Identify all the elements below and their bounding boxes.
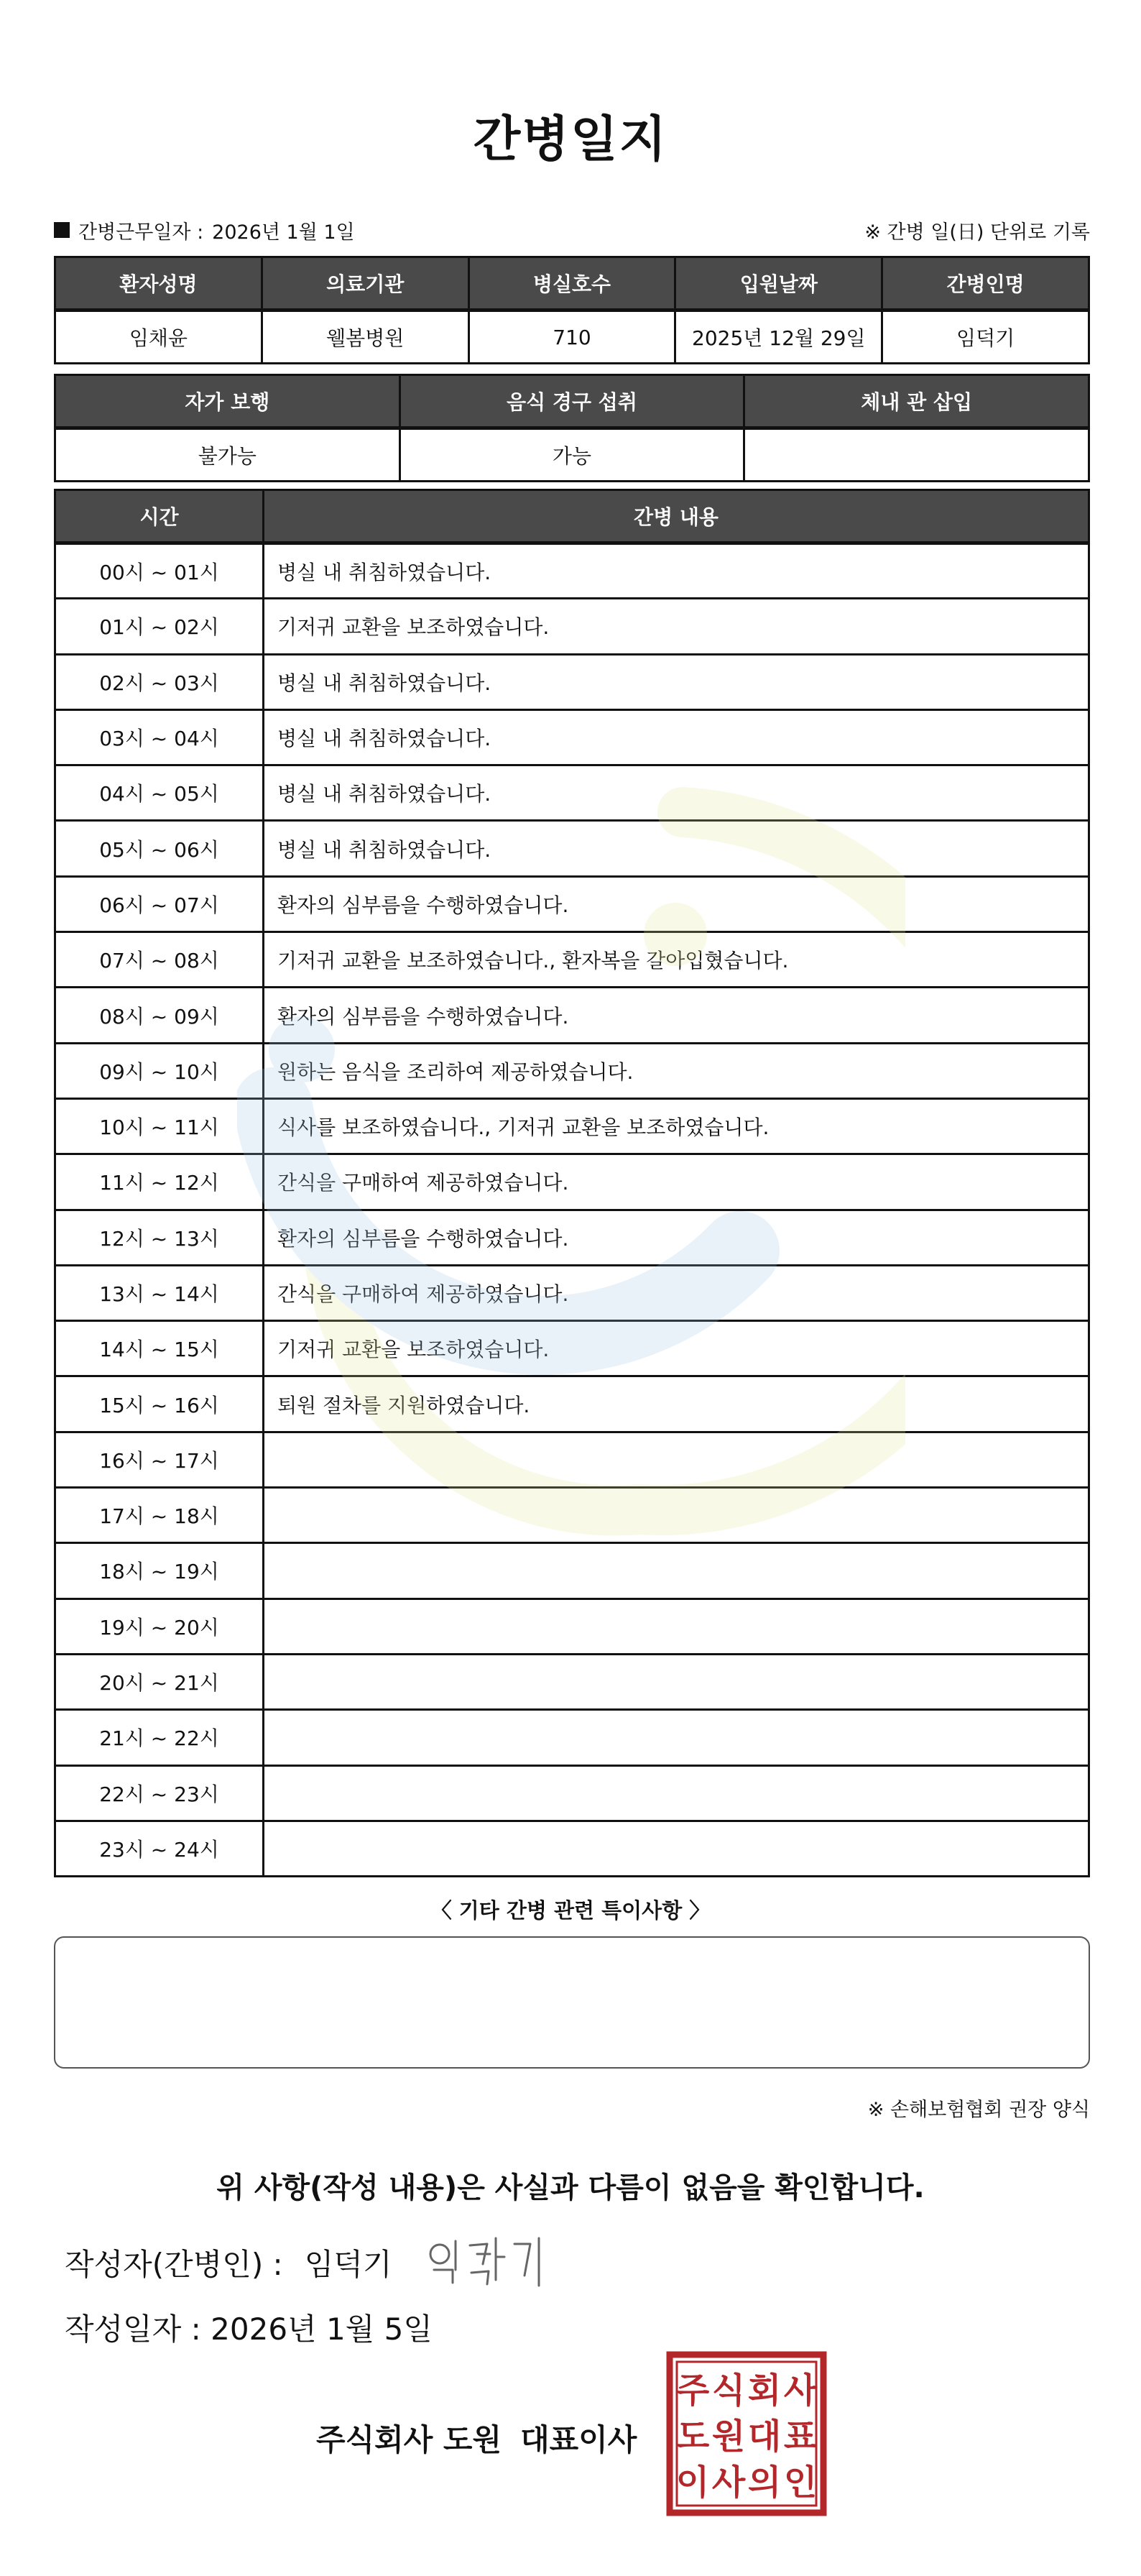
company-line <box>316 2416 637 2460</box>
care-content <box>264 1543 1089 1598</box>
work-date-label: 간병근무일자 : <box>78 221 204 244</box>
time-slot: 07시 ~ 08시 <box>55 932 264 988</box>
seal-character: 이 <box>675 2462 710 2503</box>
time-slot: 20시 ~ 21시 <box>55 1654 264 1709</box>
care-log-row <box>55 821 1089 876</box>
company-name: 주식회사 도원 <box>316 2422 502 2457</box>
seal-character: 대 <box>747 2416 782 2457</box>
care-content: 퇴원 절차를 지원하였습니다. <box>264 1376 1089 1432</box>
status-value-row <box>55 428 1089 482</box>
header-admission-date: 입원날짜 <box>675 257 882 310</box>
care-content <box>264 1598 1089 1654</box>
care-log-row <box>55 1210 1089 1265</box>
care-content: 기저귀 교환을 보조하였습니다. <box>264 599 1089 654</box>
header-room-number: 병실호수 <box>468 257 675 310</box>
care-content: 원하는 음식을 조리하여 제공하였습니다. <box>264 1043 1089 1098</box>
patient-status-table <box>54 374 1090 482</box>
meta-row <box>54 214 1090 246</box>
care-content: 간식을 구매하여 제공하였습니다. <box>264 1265 1089 1320</box>
care-log-row <box>55 1488 1089 1543</box>
form-note: ※ 손해보험협회 권장 양식 <box>867 2099 1090 2121</box>
header-oral-intake: 음식 경구 섭취 <box>399 375 744 428</box>
time-slot: 05시 ~ 06시 <box>55 821 264 876</box>
time-slot: 04시 ~ 05시 <box>55 765 264 821</box>
care-content <box>264 1432 1089 1487</box>
time-slot: 09시 ~ 10시 <box>55 1043 264 1098</box>
time-slot: 23시 ~ 24시 <box>55 1821 264 1876</box>
care-content <box>264 1488 1089 1543</box>
care-log-row <box>55 1321 1089 1376</box>
company-seal-stamp <box>665 2350 828 2517</box>
care-log-row <box>55 765 1089 821</box>
writer-label: 작성자(간병인) : <box>65 2247 283 2282</box>
patient-info-table <box>54 256 1090 364</box>
care-log-row <box>55 654 1089 709</box>
care-content: 병실 내 취침하였습니다. <box>264 654 1089 709</box>
care-content: 간식을 구매하여 제공하였습니다. <box>264 1154 1089 1210</box>
care-content: 병실 내 취침하였습니다. <box>264 821 1089 876</box>
unit-note: ※ 간병 일(日) 단위로 기록 <box>864 221 1090 244</box>
writer-name: 임덕기 <box>304 2247 392 2282</box>
time-slot: 12시 ~ 13시 <box>55 1210 264 1265</box>
confirmation-statement: 위 사항(작성 내용)은 사실과 다름이 없음을 확인합니다. <box>216 2171 925 2204</box>
time-slot: 03시 ~ 04시 <box>55 709 264 765</box>
time-slot: 13시 ~ 14시 <box>55 1265 264 1320</box>
care-log-row <box>55 932 1089 988</box>
care-content: 병실 내 취침하였습니다. <box>264 543 1089 599</box>
care-log-row <box>55 1765 1089 1821</box>
square-bullet-icon <box>54 222 70 238</box>
time-slot: 08시 ~ 09시 <box>55 988 264 1043</box>
written-date-label: 작성일자 : <box>65 2312 201 2347</box>
care-content: 기저귀 교환을 보조하였습니다. <box>264 1321 1089 1376</box>
header-care-content: 간병 내용 <box>264 490 1089 543</box>
header-hospital: 의료기관 <box>262 257 468 310</box>
care-log-body <box>55 543 1089 1877</box>
writer-line <box>65 2241 392 2284</box>
seal-character: 의 <box>747 2462 782 2503</box>
header-self-walking: 자가 보행 <box>55 375 400 428</box>
time-slot: 14시 ~ 15시 <box>55 1321 264 1376</box>
time-slot: 11시 ~ 12시 <box>55 1154 264 1210</box>
status-header-row <box>55 375 1089 428</box>
time-slot: 22시 ~ 23시 <box>55 1765 264 1821</box>
care-content: 기저귀 교환을 보조하였습니다., 환자복을 갈아입혔습니다. <box>264 932 1089 988</box>
care-log-row <box>55 1654 1089 1709</box>
seal-character: 사 <box>783 2370 818 2411</box>
care-log-row <box>55 1376 1089 1432</box>
care-content: 병실 내 취침하였습니다. <box>264 765 1089 821</box>
seal-character: 도 <box>675 2416 710 2457</box>
care-content: 식사를 보조하였습니다., 기저귀 교환을 보조하였습니다. <box>264 1098 1089 1154</box>
care-content: 환자의 심부름을 수행하였습니다. <box>264 876 1089 932</box>
header-caregiver-name: 간병인명 <box>882 257 1089 310</box>
time-slot: 18시 ~ 19시 <box>55 1543 264 1598</box>
care-content: 환자의 심부름을 수행하였습니다. <box>264 1210 1089 1265</box>
time-slot: 17시 ~ 18시 <box>55 1488 264 1543</box>
patient-info-value-row <box>55 310 1089 364</box>
seal-character: 인 <box>783 2462 818 2503</box>
care-content: 환자의 심부름을 수행하였습니다. <box>264 988 1089 1043</box>
time-slot: 16시 ~ 17시 <box>55 1432 264 1487</box>
page-title: 간병일지 <box>473 111 668 168</box>
written-date-value: 2026년 1월 5일 <box>211 2312 433 2347</box>
value-tube-insertion <box>744 428 1089 482</box>
time-slot: 06시 ~ 07시 <box>55 876 264 932</box>
value-room-number: 710 <box>468 310 675 364</box>
seal-character: 원 <box>711 2416 746 2457</box>
handwritten-signature <box>424 2228 553 2293</box>
care-log-row <box>55 1710 1089 1765</box>
care-log-row <box>55 1098 1089 1154</box>
header-tube-insertion: 체내 관 삽입 <box>744 375 1089 428</box>
time-slot: 01시 ~ 02시 <box>55 599 264 654</box>
care-log-header-row <box>55 490 1089 543</box>
patient-info-header-row <box>55 257 1089 310</box>
care-log-row <box>55 599 1089 654</box>
care-content <box>264 1654 1089 1709</box>
seal-character: 표 <box>783 2416 818 2457</box>
value-oral-intake: 가능 <box>399 428 744 482</box>
care-content <box>264 1765 1089 1821</box>
care-log-row <box>55 1821 1089 1876</box>
seal-character: 주 <box>675 2370 710 2411</box>
care-log-row <box>55 988 1089 1043</box>
special-notes-title: 〈 기타 간병 관련 특이사항 〉 <box>430 1898 711 1923</box>
care-log-row <box>55 1543 1089 1598</box>
care-log-row <box>55 1598 1089 1654</box>
header-time: 시간 <box>55 490 264 543</box>
time-slot: 10시 ~ 11시 <box>55 1098 264 1154</box>
value-caregiver-name: 임덕기 <box>882 310 1089 364</box>
care-log-row <box>55 1043 1089 1098</box>
care-log-row <box>55 1265 1089 1320</box>
time-slot: 19시 ~ 20시 <box>55 1598 264 1654</box>
seal-character: 사 <box>711 2462 746 2503</box>
value-patient-name: 임채윤 <box>55 310 262 364</box>
care-content <box>264 1821 1089 1876</box>
work-date <box>54 216 355 244</box>
care-content: 병실 내 취침하였습니다. <box>264 709 1089 765</box>
work-date-value: 2026년 1월 1일 <box>212 221 355 244</box>
care-log-row <box>55 876 1089 932</box>
care-log-row <box>55 1154 1089 1210</box>
value-self-walking: 불가능 <box>55 428 400 482</box>
care-log-row <box>55 1432 1089 1487</box>
company-title: 대표이사 <box>520 2422 637 2457</box>
value-admission-date: 2025년 12월 29일 <box>675 310 882 364</box>
care-log-row <box>55 543 1089 599</box>
seal-character: 회 <box>747 2370 782 2411</box>
written-date-line <box>65 2306 433 2349</box>
care-log-table <box>54 489 1090 1877</box>
time-slot: 02시 ~ 03시 <box>55 654 264 709</box>
care-log-row <box>55 709 1089 765</box>
special-notes-box <box>54 1936 1090 2069</box>
header-patient-name: 환자성명 <box>55 257 262 310</box>
seal-character: 식 <box>711 2370 746 2411</box>
value-hospital: 웰봄병원 <box>262 310 468 364</box>
time-slot: 21시 ~ 22시 <box>55 1710 264 1765</box>
time-slot: 15시 ~ 16시 <box>55 1376 264 1432</box>
time-slot: 00시 ~ 01시 <box>55 543 264 599</box>
care-content <box>264 1710 1089 1765</box>
